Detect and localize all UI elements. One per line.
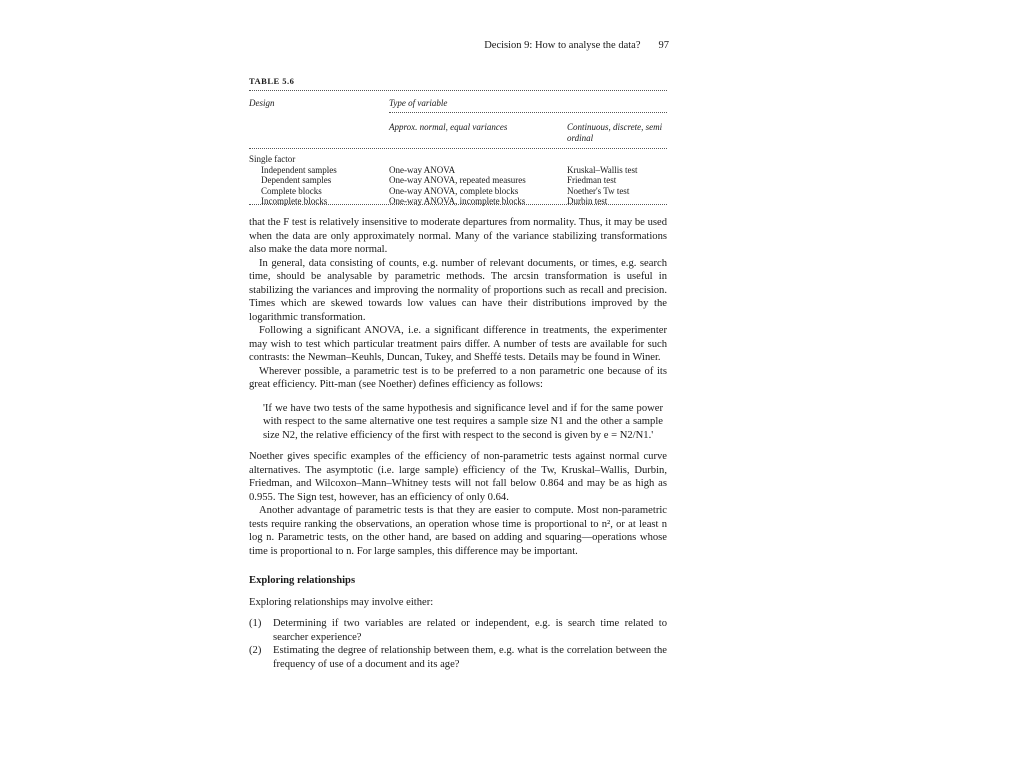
paragraph: Another advantage of parametric tests is that they are easier to compute. Most non-parametric tests require ranking the observations, an operation whose time is proportional to n², or at least n log n. Parametric tests, on the other hand, are based on adding and squaring—operations whose time is proportional to n. For large samples, this difference may be important. — [249, 505, 667, 557]
list-text: Determining if two variables are related or independent, e.g. is search time related to searcher experience? — [273, 618, 667, 643]
section-heading: Exploring relationships — [249, 575, 356, 586]
cell-design: Independent samples — [261, 164, 337, 175]
list-number: (2) — [249, 645, 262, 656]
cell-design: Dependent samples — [261, 175, 332, 185]
page-number: 97 — [658, 40, 669, 51]
paragraph: Exploring relationships may involve either: — [249, 596, 434, 608]
block-quote: 'If we have two tests of the same hypothesis and significance level and if for the same power with respect to the same alternative one test requires a sample size N1 and the other a sample size N2, the relative efficiency of the first with respect to the second is given by e = N2/N1.' — [263, 402, 663, 441]
table-body — [249, 154, 667, 207]
paragraph: that the F test is relatively insensitive to moderate departures from normality. Thus, it may be used when the data are only approximately normal. Many of the variance stabilizing transformations also make the data more normal. — [249, 217, 667, 255]
paragraph: In general, data consisting of counts, e.g. number of relevant documents, or times, e.g. search time, should be analysable by parametric methods. The arcsin transformation is useful in stabilizing the variances and improving the normality of proportions such as recall and precision. Times which are skewed towards low values can have their distributions improved by the logarithmic transformation. — [249, 257, 667, 323]
table-bottom-rule — [249, 204, 667, 205]
subheader-rule — [249, 148, 667, 149]
running-head — [484, 40, 669, 51]
paragraph: Noether gives specific examples of the efficiency of non-parametric tests against normal curve alternatives. The asymptotic (i.e. large sample) efficiency of the Tw, Kruskal–Wallis, Durbin, Friedman, and Wilcoxon–Mann–Whitney tests will not fall below 0.864 and may be as high as 0.955. The Sign test, however, has an efficiency of only 0.64. — [249, 451, 667, 503]
group-label: Single factor — [249, 154, 296, 164]
table-row — [249, 165, 667, 176]
cell-design: Incomplete blocks — [261, 196, 328, 206]
table-top-rule — [249, 90, 667, 91]
col-header-type: Type of variable — [389, 98, 448, 108]
table-label: TABLE 5.6 — [249, 76, 295, 86]
table-5-6 — [249, 76, 667, 206]
cell-parametric: One-way ANOVA — [389, 164, 456, 175]
table-row — [249, 175, 667, 186]
cell-parametric: One-way ANOVA, incomplete blocks — [389, 196, 526, 206]
list-item — [249, 644, 667, 671]
body-text — [249, 216, 667, 671]
list-text: Estimating the degree of relationship between them, e.g. what is the correlation between the frequency of use of a document and its age? — [273, 645, 667, 670]
cell-nonparametric: Kruskal–Wallis test — [567, 164, 638, 175]
header-rule — [389, 112, 667, 113]
numbered-list — [249, 617, 667, 671]
cell-nonparametric: Noether's Tw test — [567, 185, 630, 196]
col-header-design: Design — [249, 98, 275, 108]
paragraph: Following a significant ANOVA, i.e. a significant difference in treatments, the experimenter may wish to test which particular treatment pairs differ. A number of tests are available for such contrasts: the Newman–Keuhls, Duncan, Tukey, and Sheffé tests. Details may be found in Winer. — [249, 325, 667, 363]
list-item — [249, 617, 667, 644]
subheader-parametric: Approx. normal, equal variances — [389, 122, 508, 132]
table-group-row — [249, 154, 667, 165]
running-title: Decision 9: How to analyse the data? — [484, 40, 641, 51]
cell-nonparametric: Friedman test — [567, 175, 617, 185]
cell-design: Complete blocks — [261, 185, 322, 196]
book-page — [249, 0, 669, 768]
subheader-nonparametric: Continuous, discrete, semi ordinal — [567, 122, 663, 143]
cell-nonparametric: Durbin test — [567, 196, 608, 206]
cell-parametric: One-way ANOVA, repeated measures — [389, 175, 526, 185]
table-row — [249, 186, 667, 197]
list-number: (1) — [249, 618, 262, 629]
cell-parametric: One-way ANOVA, complete blocks — [389, 185, 519, 196]
paragraph: Wherever possible, a parametric test is to be preferred to a non parametric one because of its great efficiency. Pitt-man (see Noether) defines efficiency as follows: — [249, 365, 667, 390]
